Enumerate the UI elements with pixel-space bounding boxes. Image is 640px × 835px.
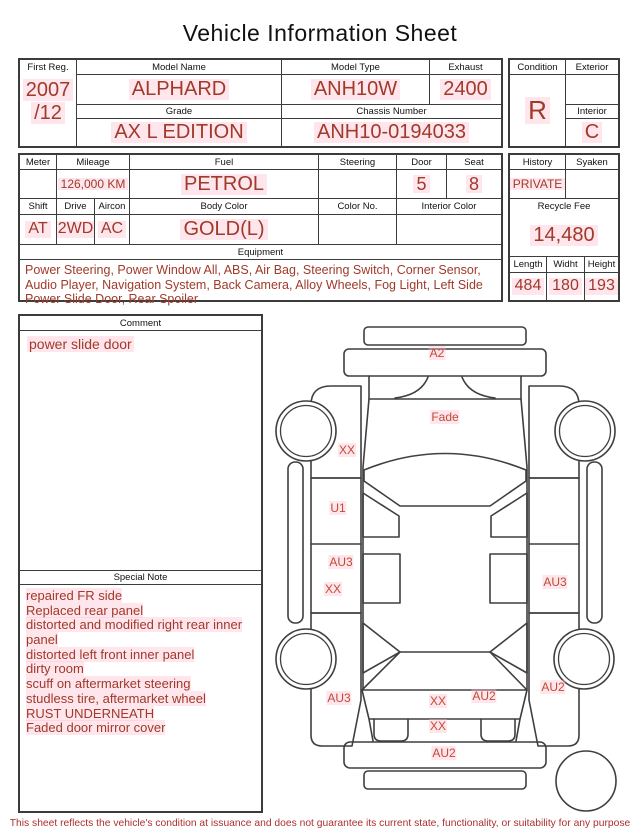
model-type-label: Model Type [282,60,430,75]
body-side-left [363,399,369,690]
first-reg-value: 2007 /12 [23,79,74,125]
rear-bottom-bar [364,771,526,789]
length-label: Length [510,257,547,273]
special-note-line: Faded door mirror cover [26,720,166,736]
color-no-label: Color No. [319,199,397,215]
c-pillar-right [490,623,527,673]
exhaust-label: Exhaust [430,60,501,75]
drive-label: Drive [57,199,95,215]
door-value: 5 [397,170,447,199]
damage-code-label: A2 [429,346,445,360]
comment-body [20,331,261,570]
damage-code-label: Fade [431,410,459,424]
damage-code-label: XX [429,694,447,708]
inner-panel-left [363,554,400,603]
interior-color-label: Interior Color [397,199,501,215]
damage-code-label: U1 [330,501,346,515]
condition-label: Condition [510,60,566,75]
color-no-value [319,215,397,245]
wheels [276,401,615,689]
drive-value: 2WD [57,215,95,245]
interior-label: Interior [566,105,618,119]
special-note-line: distorted and modified right rear inner panel [26,617,243,648]
body-color-value: GOLD(L) [130,215,319,245]
damage-code-label: AU3 [543,575,567,589]
fuel-value: PETROL [130,170,319,199]
door-panels-right [529,478,579,613]
wheel-front-right [555,401,615,461]
vehicle-identity-table [18,58,503,148]
interior-value: C [566,119,618,146]
steering-value [319,170,397,199]
inner-panel-right [490,554,527,603]
height-value: 193 [585,273,618,300]
width-value: 180 [547,273,585,300]
special-note-line: studless tire, aftermarket wheel [26,690,206,706]
c-pillar-left [363,623,400,673]
page-title: Vehicle Information Sheet [182,20,458,46]
mileage-value: 126,000 KM [57,170,130,199]
shift-value: AT [20,215,57,245]
damage-code-label: AU2 [432,746,456,760]
equipment-label: Equipment [20,245,501,260]
damage-code-label: AU2 [541,680,565,694]
wiper-arcs [395,377,495,398]
hood-panel [369,376,521,399]
rear-panel [362,690,527,741]
comment-text: power slide door [29,336,132,352]
history-value: PRIVATE [510,170,566,198]
spec-equipment-table [18,153,503,306]
damage-code-label: AU2 [472,689,496,703]
windshield [364,454,526,507]
meter-label: Meter [20,155,57,170]
chassis-number-label: Chassis Number [282,105,501,119]
first-reg-label: First Reg. [27,62,69,73]
steering-label: Steering [319,155,397,170]
comment-note-panel [18,314,263,813]
meter-value [20,170,57,199]
syaken-label: Syaken [566,155,618,170]
mileage-label: Mileage [57,155,130,170]
grade-label: Grade [77,105,282,119]
wheel-rear-right [554,629,614,689]
damage-code-label: XX [338,443,356,457]
recycle-fee-value: 14,480 [510,214,618,256]
comment-label: Comment [20,316,261,331]
interior-color-value [397,215,501,245]
side-sill-right [587,462,602,623]
damage-code-label: AU3 [327,691,351,705]
special-note-line: repaired FR side [26,588,123,603]
chassis-number-value: ANH10-0194033 [282,119,501,146]
car-damage-diagram [270,315,640,815]
condition-value: R [510,75,566,146]
exterior-value [566,75,618,105]
model-type-value: ANH10W [282,75,430,105]
b-pillar-right [491,493,527,537]
wheel-rear-left [276,629,336,689]
door-panels-left [311,478,361,613]
tail-bracket-left [374,719,408,741]
spare-tire [556,751,616,811]
body-side-right [521,399,527,690]
equipment-value [20,260,501,307]
seat-value: 8 [447,170,501,199]
length-value: 484 [510,273,547,300]
damage-code-label: XX [324,582,342,596]
syaken-value [566,170,618,198]
model-name-label: Model Name [77,60,282,75]
recycle-fee-label: Recycle Fee [537,201,591,212]
special-note-label: Special Note [20,570,261,585]
special-note-line: dirty room [26,661,84,677]
equipment-text: Power Steering, Power Window All, ABS, Air Bag, Steering Switch, Corner Sensor, Audio Player, Navigation System, Back Camera, Alloy Wheels, Fog Light, Left Side Power Slide Door, Rear Spoiler [25,263,483,306]
body-color-label: Body Color [130,199,319,215]
rear-bumper [344,742,546,768]
side-sill-left [288,462,303,623]
fuel-label: Fuel [130,155,319,170]
special-note-line: scuff on aftermarket steering [26,676,191,692]
disclaimer-text: This sheet reflects the vehicle's condition at issuance and does not guarantee its current state, functionality, or suitability for any purpose [9,818,631,829]
front-top-bar [364,327,526,345]
history-fee-dimensions-table [508,153,620,302]
condition-grade-table [508,58,620,148]
grade-value: AX L EDITION [77,119,282,146]
seat-label: Seat [447,155,501,170]
first-reg-cell [20,60,77,146]
aircon-value: AC [95,215,130,245]
height-label: Height [585,257,618,273]
door-label: Door [397,155,447,170]
wheel-front-left [276,401,336,461]
damage-code-label: XX [429,719,447,733]
aircon-label: Aircon [95,199,130,215]
history-label: History [510,155,566,170]
tail-bracket-right [481,719,515,741]
front-bumper [344,349,546,376]
special-note-lines [20,585,261,811]
special-note-line: RUST UNDERNEATH [26,705,155,721]
rear-window [362,652,527,690]
model-name-value: ALPHARD [77,75,282,105]
width-label: Widht [547,257,585,273]
b-pillar-left [363,493,399,537]
exhaust-value: 2400 [430,75,501,105]
special-note-line: distorted left front inner panel [26,646,195,662]
damage-code-label: AU3 [329,555,353,569]
special-note-line: Replaced rear panel [26,602,144,618]
shift-label: Shift [20,199,57,215]
exterior-label: Exterior [566,60,618,75]
